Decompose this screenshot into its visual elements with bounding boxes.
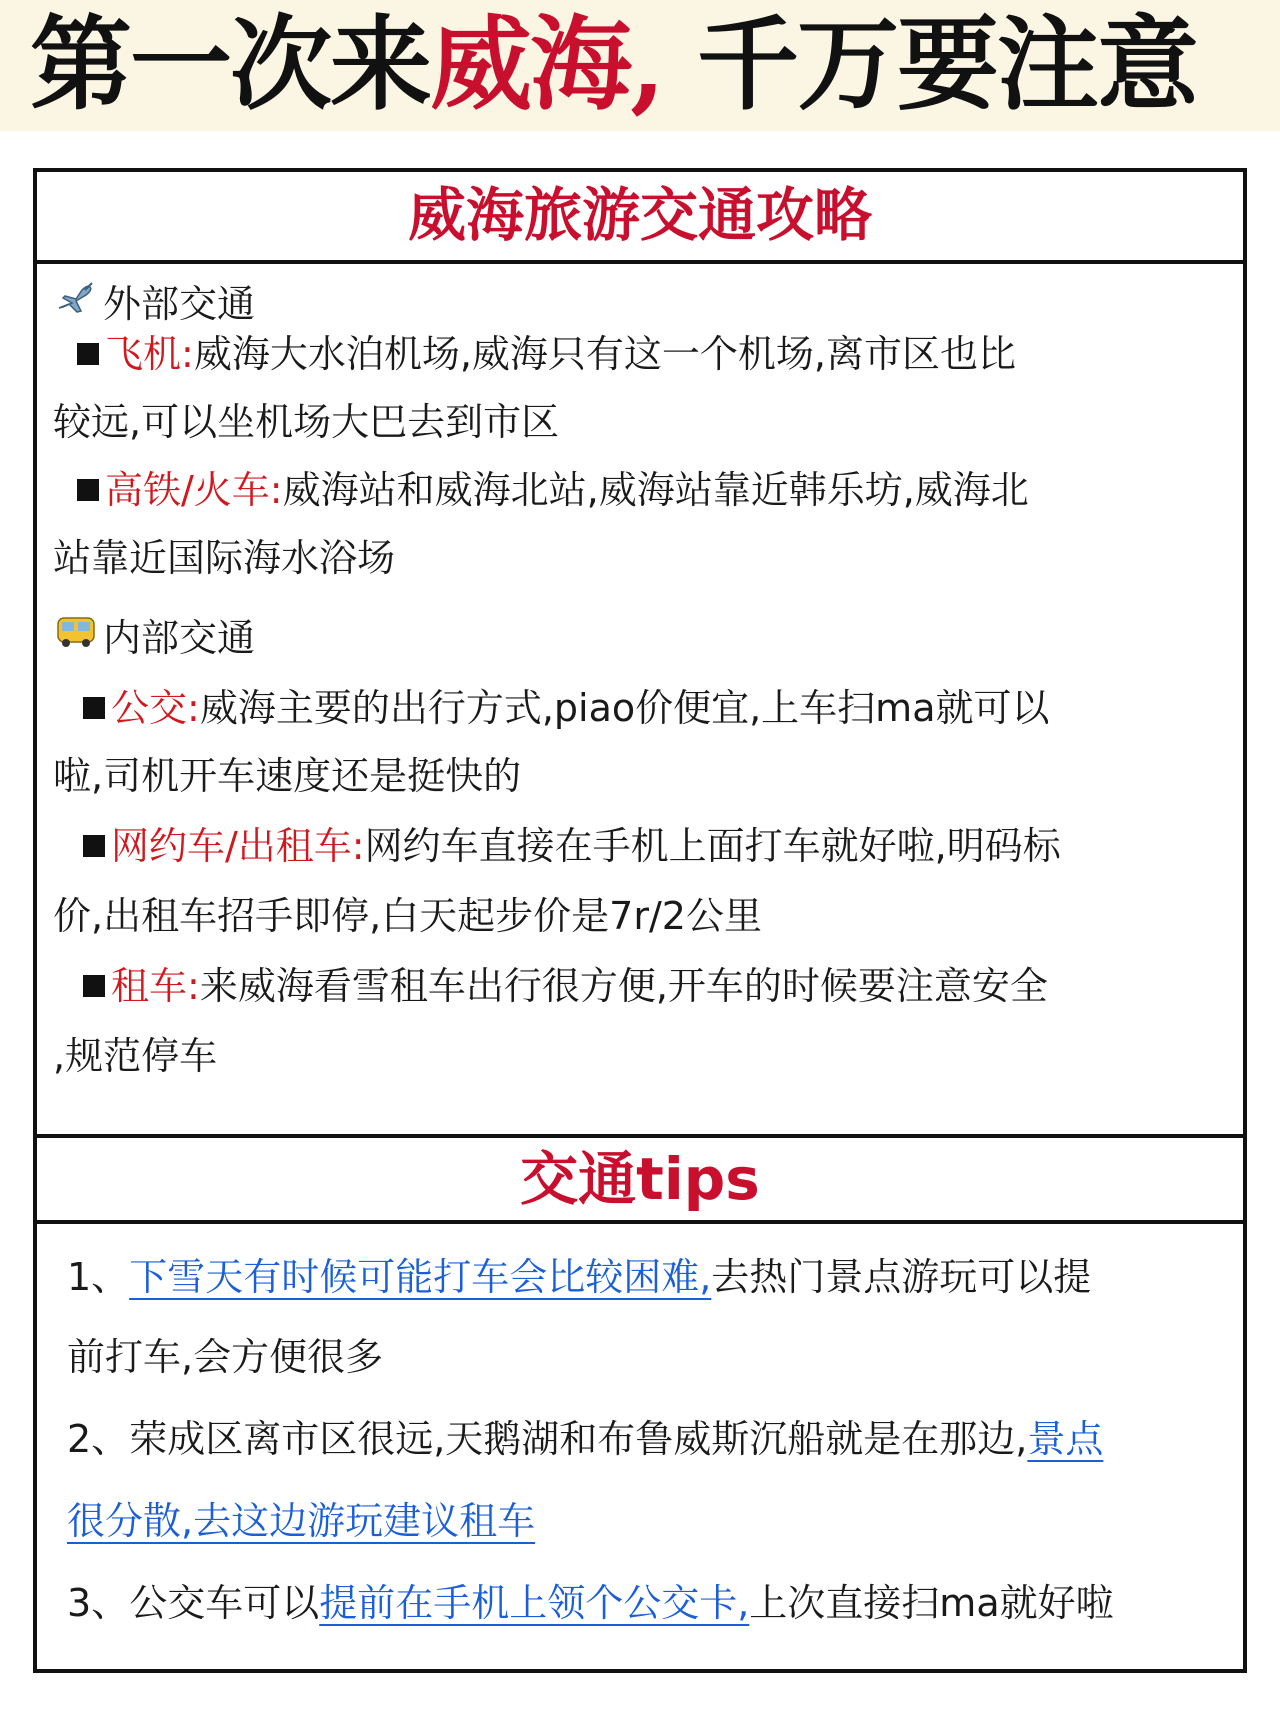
list-item-rental	[83, 954, 1048, 1018]
tip-highlight: 景点	[1027, 1417, 1104, 1461]
bullet-square-icon	[83, 697, 105, 719]
tip-1	[67, 1244, 1091, 1310]
internal-heading-text: 内部交通	[103, 616, 256, 660]
tip-2	[67, 1406, 1103, 1472]
bus-icon	[55, 605, 97, 669]
item-text: 来威海看雪租车出行很方便,开车的时候要注意安全	[199, 964, 1048, 1008]
section-title-tips: 交通tips	[520, 1145, 760, 1213]
tip-text: 公交车可以	[129, 1581, 320, 1625]
tip-number: 2、	[67, 1417, 130, 1461]
tip-highlight: 下雪天有时候可能打车会比较困难,	[129, 1255, 712, 1299]
tip-1-cont: 前打车,会方便很多	[67, 1335, 384, 1379]
list-item-flight-cont: 较远,可以坐机场大巴去到市区	[53, 400, 560, 444]
title-part-2: 千万要注意	[663, 5, 1198, 125]
item-label: 租车:	[111, 964, 200, 1008]
tip-highlight: 提前在手机上领个公交卡,	[319, 1581, 750, 1625]
divider	[37, 1220, 1243, 1224]
bullet-square-icon	[77, 479, 99, 501]
list-item-taxi-cont: 价,出租车招手即停,白天起步价是7r/2公里	[53, 894, 762, 938]
tip-2-cont	[67, 1488, 535, 1554]
bullet-square-icon	[83, 835, 105, 857]
bullet-square-icon	[77, 343, 99, 365]
item-label: 飞机:	[105, 332, 194, 376]
title-part-1: 第一次来	[30, 5, 430, 125]
title-banner	[0, 0, 1280, 131]
item-label: 网约车/出租车:	[111, 824, 365, 868]
list-item-rental-cont: ,规范停车	[53, 1034, 218, 1078]
list-item-flight	[77, 322, 1016, 386]
bullet-square-icon	[83, 975, 105, 997]
item-label: 高铁/火车:	[105, 468, 283, 512]
external-heading-text: 外部交通	[103, 282, 256, 326]
list-item-taxi	[83, 814, 1061, 878]
item-text: 威海站和威海北站,威海站靠近韩乐坊,威海北	[282, 468, 1029, 512]
section-title-transport: 威海旅游交通攻略	[407, 181, 872, 249]
tip-3	[67, 1570, 1114, 1636]
guide-panel	[33, 168, 1247, 1673]
list-item-rail-cont: 站靠近国际海水浴场	[53, 536, 396, 580]
tip-highlight: 很分散,去这边游玩建议租车	[67, 1499, 536, 1543]
tip-text: 荣成区离市区很远,天鹅湖和布鲁威斯沉船就是在那边,	[129, 1417, 1028, 1461]
internal-heading	[55, 606, 255, 670]
item-label: 公交:	[111, 686, 200, 730]
tip-text: 去热门景点游玩可以提	[711, 1255, 1092, 1299]
tip-number: 3、	[67, 1581, 130, 1625]
list-item-bus	[83, 676, 1050, 740]
list-item-bus-cont: 啦,司机开车速度还是挺快的	[53, 754, 522, 798]
title-highlight: 威海,	[430, 5, 664, 125]
item-text: 网约车直接在手机上面打车就好啦,明码标	[364, 824, 1061, 868]
page-title	[30, 6, 1270, 124]
item-text: 威海大水泊机场,威海只有这一个机场,离市区也比	[193, 332, 1016, 376]
item-text: 威海主要的出行方式,piao价便宜,上车扫ma就可以	[199, 686, 1050, 730]
list-item-rail	[77, 458, 1029, 522]
divider	[37, 260, 1243, 264]
tip-text: 上次直接扫ma就好啦	[749, 1581, 1114, 1625]
tip-number: 1、	[67, 1255, 130, 1299]
